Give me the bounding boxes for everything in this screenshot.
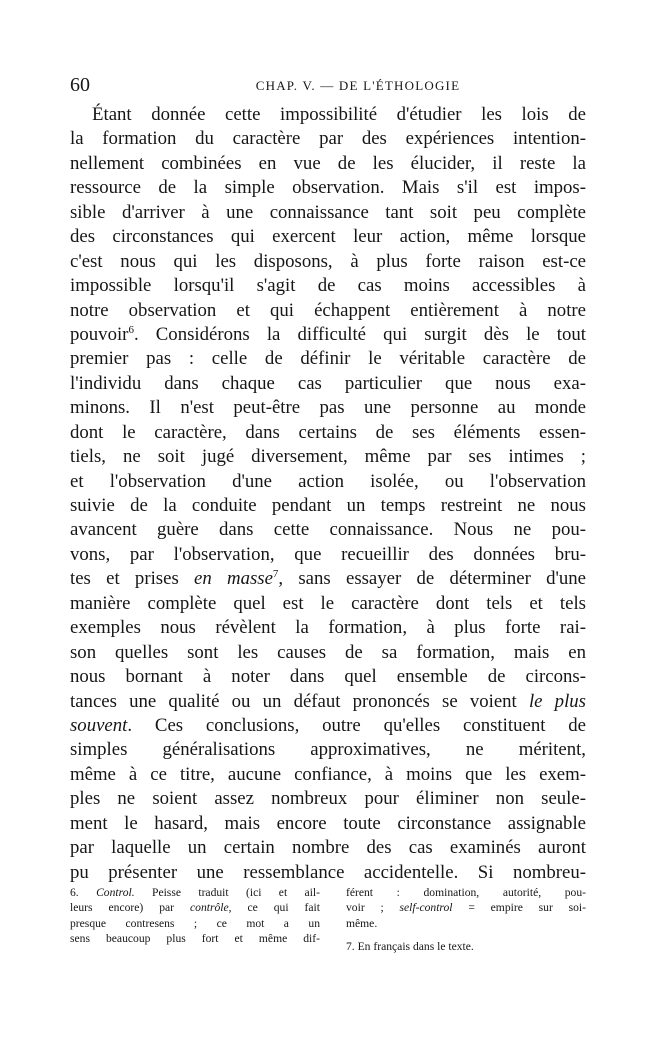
text-fragment: , ce qui fait — [228, 901, 320, 915]
italic-text: Control. — [96, 886, 135, 899]
text-line: ressource de la simple observation. Mais s'il est impos- — [70, 177, 586, 199]
text-line: sible d'arriver à une connaissance tant soit peu complète — [70, 201, 586, 223]
text-line: et l'observation d'une action isolée, ou l'observation — [70, 470, 586, 492]
text-fragment: = empire sur soi- — [452, 901, 586, 915]
text-line: par laquelle un certain nombre des cas examinés auront — [70, 837, 586, 859]
text-line — [70, 714, 586, 738]
text-line: c'est nous qui les disposons, à plus forte raison est-ce — [70, 250, 586, 272]
footnote-column-right — [346, 885, 586, 955]
body-text — [70, 103, 586, 885]
footnote-ref: 6 — [128, 323, 134, 336]
footnote-column-left — [70, 885, 320, 955]
footnote-ref: 7 — [272, 568, 279, 581]
page-header — [70, 73, 586, 97]
italic-text: contrôle — [190, 901, 229, 915]
footnote-line: sens beaucoup plus fort et même dif- — [70, 932, 320, 946]
italic-text: souvent — [70, 714, 128, 736]
italic-text: self-control — [399, 901, 453, 915]
text-fragment: pouvoir — [70, 323, 129, 345]
italic-text: en masse — [194, 568, 273, 590]
text-line: dont le caractère, dans certains de ses éléments essen- — [70, 421, 586, 443]
text-line: Étant donnée cette impossibilité d'étudier les lois de — [92, 104, 586, 125]
text-fragment: . Ces conclusions, outre qu'elles constituent de — [127, 714, 586, 736]
footnote-line: presque contresens ; ce mot a un — [70, 916, 320, 930]
footnote-line: férent : domination, autorité, pou- — [346, 886, 586, 899]
text-line — [70, 323, 586, 347]
text-line: simples généralisations approximatives, ne méritent, — [70, 739, 586, 761]
text-fragment: leurs encore) par — [70, 901, 190, 915]
footnote-line — [70, 885, 320, 900]
text-line: l'individu dans chaque cas particulier que nous exa- — [70, 372, 586, 394]
text-line: ment le hasard, mais encore toute circonstance assignable — [70, 812, 586, 834]
text-line: nellement combinées en vue de les élucider, il reste la — [70, 152, 586, 174]
text-line: impossible lorsqu'il s'agit de cas moins accessibles à — [70, 275, 586, 297]
text-line — [70, 567, 586, 591]
text-line — [70, 690, 586, 714]
footnote-line: même. — [346, 916, 378, 930]
text-line: notre observation et qui échappent entièrement à notre — [70, 299, 586, 321]
text-line: nous bornant à noter dans quel ensemble de circons- — [70, 666, 586, 688]
text-line: la formation du caractère par des expériences intention- — [70, 128, 586, 150]
text-line: vons, par l'observation, que recueillir des données bru- — [70, 543, 586, 565]
text-line: pu présenter une ressemblance accidentelle. Si nombreu- — [70, 861, 586, 883]
footnote-line — [346, 900, 586, 915]
text-fragment: tes et prises — [70, 568, 195, 590]
footnotes — [70, 885, 586, 955]
italic-text: le plus — [528, 690, 586, 712]
footnote-number: 6. — [70, 886, 97, 899]
text-line: minons. Il n'est peut-être pas une personne au monde — [70, 397, 586, 419]
footnote-line: 7. En français dans le texte. — [346, 940, 474, 954]
text-fragment: tances une qualité ou un défaut prononcés se voient — [70, 690, 529, 712]
text-line: avancent guère dans cette connaissance. Nous ne pou- — [70, 519, 586, 541]
text-line: manière complète quel est le caractère dont tels et tels — [70, 592, 586, 614]
text-line: son quelles sont les causes de sa formation, mais en — [70, 641, 586, 663]
page-number: 60 — [70, 74, 90, 96]
text-line: ples ne soient assez nombreux pour éliminer non seule- — [70, 788, 586, 810]
text-line: exemples nous révèlent la formation, à plus forte rai- — [70, 617, 586, 639]
text-fragment: voir ; — [346, 901, 400, 915]
text-fragment: . Considérons la difficulté qui surgit dès le tout — [133, 323, 586, 345]
text-line: suivie de la conduite pendant un temps restreint ne nous — [70, 495, 586, 516]
text-line: même à ce titre, aucune confiance, à moins que les exem- — [70, 763, 586, 785]
footnote-line — [70, 900, 320, 915]
text-line: des circonstances qui exercent leur action, même lorsque — [70, 226, 586, 248]
text-fragment: , sans essayer de déterminer d'une — [278, 568, 586, 590]
text-fragment: Peisse traduit (ici et ail- — [134, 886, 320, 899]
text-line: tiels, ne soit jugé diversement, même par ses intimes ; — [70, 446, 586, 468]
running-head: CHAP. V. — DE L'ÉTHOLOGIE — [255, 78, 461, 93]
text-line: premier pas : celle de définir le véritable caractère de — [70, 348, 586, 370]
